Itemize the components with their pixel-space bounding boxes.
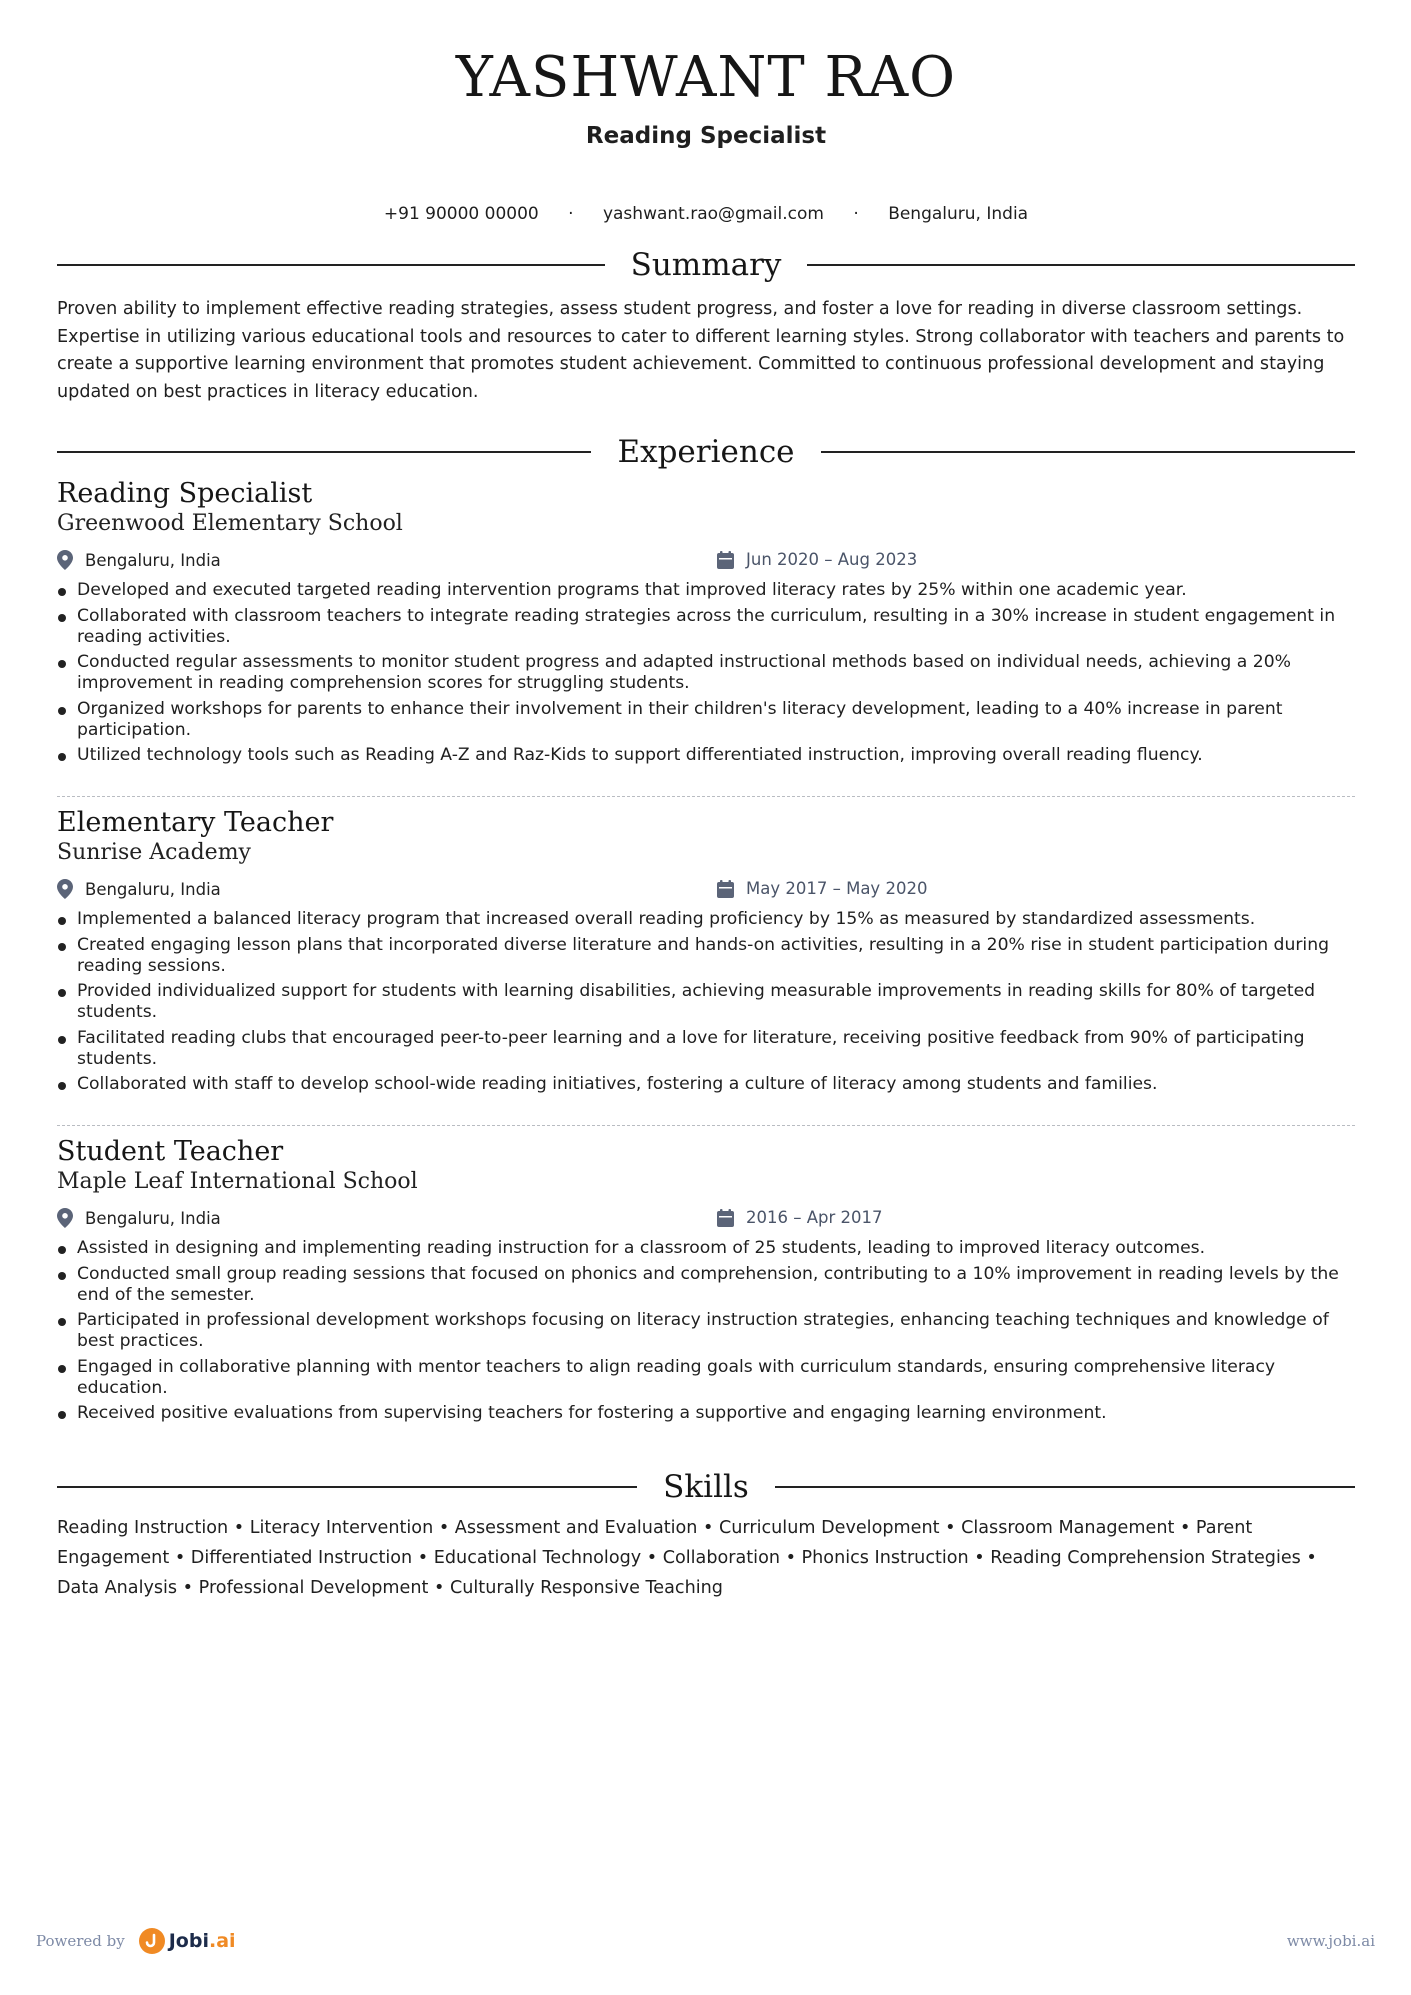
- bullet-item: [57, 1310, 1355, 1352]
- bullet-dot: [58, 1082, 66, 1090]
- powered-by-label: Powered by: [36, 1932, 125, 1950]
- bullet-item: [57, 1238, 1355, 1259]
- bullet-item: [57, 1264, 1355, 1306]
- bullet-text: Developed and executed targeted reading intervention programs that improved literacy rates by 25% within one academic year.: [77, 580, 1187, 600]
- bullet-dot: [58, 917, 66, 925]
- bullet-item: [57, 981, 1355, 1023]
- bullet-text: Engaged in collaborative planning with mentor teachers to align reading goals with curriculum standards, ensuring comprehensive literacy education.: [77, 1356, 1276, 1398]
- bullet-text: Participated in professional development workshops focusing on literacy instruction strategies, enhancing teaching techniques and knowledge of best practices.: [77, 1310, 1329, 1351]
- job-company: Maple Leaf International School: [57, 1169, 418, 1194]
- job-location: [57, 550, 221, 570]
- bullet-item: [57, 935, 1355, 977]
- bullet-text: Facilitated reading clubs that encouraged peer-to-peer learning and a love for literature, receiving positive feedback from 90% of participating students.: [77, 1027, 1305, 1069]
- job-dates-text: May 2017 – May 2020: [746, 879, 928, 898]
- bullet-dot: [58, 614, 66, 622]
- skills-list: Reading Instruction • Literacy Intervention • Assessment and Evaluation • Curriculum Development • Classroom Management • Parent Engagement • Differentiated Instruction • Educational Technology • Collaboration • Phonics Instruction • Reading Comprehension Strategies • Data Analysis • Professional Development • Culturally Responsive Teaching: [57, 1518, 1317, 1598]
- bullet-text: Received positive evaluations from supervising teachers for fostering a supportive and engaging learning environment.: [77, 1403, 1107, 1423]
- bullet-text: Conducted regular assessments to monitor student progress and adapted instructional methods based on individual needs, achieving a 20% improvement in reading comprehension scores for struggling students.: [77, 652, 1291, 693]
- bullet-dot: [58, 1411, 66, 1419]
- jobi-logo-text[interactable]: [169, 1930, 236, 1952]
- section-title: Experience: [617, 434, 795, 470]
- bullet-dot: [58, 707, 66, 715]
- experience-section-header: [57, 430, 1355, 474]
- bullet-dot: [58, 660, 66, 668]
- bullet-dot: [58, 1036, 66, 1044]
- contact-line: [57, 202, 1355, 226]
- calendar-icon: [717, 551, 734, 569]
- bullet-item: [57, 606, 1355, 648]
- footer-branding: [36, 1928, 236, 1954]
- job-meta: [57, 1208, 1355, 1234]
- bullet-item: [57, 652, 1355, 694]
- job-company: Greenwood Elementary School: [57, 511, 403, 536]
- experience-entry: [57, 478, 1355, 771]
- bullet-text: Assisted in designing and implementing reading instruction for a classroom of 25 students, leading to improved literacy outcomes.: [77, 1238, 1206, 1258]
- bullet-item: [57, 1403, 1355, 1424]
- bullet-dot: [58, 588, 66, 596]
- job-bullets: [57, 580, 1355, 766]
- contact-separator: ·: [853, 204, 859, 224]
- job-location: [57, 1208, 221, 1228]
- bullet-dot: [58, 1365, 66, 1373]
- section-rule: [807, 264, 1355, 266]
- bullet-dot: [58, 943, 66, 951]
- job-title: Student Teacher: [57, 1136, 284, 1167]
- job-dates-text: Jun 2020 – Aug 2023: [746, 550, 918, 569]
- section-rule: [821, 451, 1355, 453]
- section-title: Summary: [630, 247, 782, 283]
- candidate-name: YASHWANT RAO: [455, 45, 957, 110]
- bullet-text: Organized workshops for parents to enhance their involvement in their children's literacy development, leading to a 40% increase in parent participation.: [77, 698, 1283, 740]
- job-dates-text: 2016 – Apr 2017: [746, 1208, 883, 1227]
- bullet-dot: [58, 1246, 66, 1254]
- section-rule: [57, 451, 591, 453]
- job-location: [57, 879, 221, 899]
- contact-phone: +91 90000 00000: [383, 204, 539, 224]
- section-rule: [57, 264, 605, 266]
- bullet-text: Conducted small group reading sessions that focused on phonics and comprehension, contributing to a 10% improvement in reading levels by the end of the semester.: [77, 1263, 1339, 1305]
- entry-divider: [57, 1125, 1355, 1126]
- experience-entry: [57, 807, 1355, 1100]
- entry-divider: [57, 796, 1355, 797]
- jobi-logo-icon: [139, 1928, 165, 1954]
- map-pin-icon: [57, 1208, 73, 1228]
- footer-website-link[interactable]: www.jobi.ai: [1286, 1932, 1375, 1950]
- job-bullets: [57, 1238, 1355, 1424]
- section-rule: [775, 1486, 1355, 1488]
- section-title: Skills: [663, 1469, 749, 1505]
- bullet-text: Collaborated with staff to develop school-wide reading initiatives, fostering a culture of literacy among students and families.: [77, 1074, 1158, 1094]
- bullet-text: Provided individualized support for students with learning disabilities, achieving measurable improvements in reading skills for 80% of targeted students.: [77, 981, 1316, 1022]
- summary-section-header: [57, 243, 1355, 287]
- bullet-text: Utilized technology tools such as Reading A-Z and Raz-Kids to support differentiated instruction, improving overall reading fluency.: [77, 745, 1203, 765]
- job-dates: [717, 879, 927, 898]
- job-location-text: Bengaluru, India: [85, 550, 221, 570]
- contact-location: Bengaluru, India: [888, 204, 1029, 224]
- skills-section-header: [57, 1465, 1355, 1509]
- job-title: Elementary Teacher: [57, 807, 334, 838]
- section-rule: [57, 1486, 637, 1488]
- bullet-dot: [58, 753, 66, 761]
- job-meta: [57, 879, 1355, 905]
- brand-name: Jobi: [168, 1930, 209, 1952]
- bullet-item: [57, 745, 1355, 766]
- candidate-role: Reading Specialist: [585, 123, 827, 149]
- map-pin-icon: [57, 879, 73, 899]
- job-company: Sunrise Academy: [57, 840, 251, 865]
- bullet-dot: [58, 1272, 66, 1280]
- contact-separator: ·: [568, 204, 574, 224]
- bullet-dot: [58, 1318, 66, 1326]
- bullet-text: Implemented a balanced literacy program that increased overall reading proficiency by 15% as measured by standardized assessments.: [77, 909, 1256, 929]
- job-location-text: Bengaluru, India: [85, 1208, 221, 1228]
- job-bullets: [57, 909, 1355, 1095]
- bullet-item: [57, 1357, 1355, 1399]
- map-pin-icon: [57, 550, 73, 570]
- calendar-icon: [717, 880, 734, 898]
- bullet-item: [57, 1074, 1355, 1095]
- summary-text: Proven ability to implement effective reading strategies, assess student progress, and foster a love for reading in diverse classroom settings. Expertise in utilizing various educational tools and resources to cater to different learning styles. Strong collaborator with teachers and parents to create a supportive learning environment that promotes student achievement. Committed to continuous professional development and staying updated on best practices in literacy education.: [57, 299, 1345, 402]
- bullet-item: [57, 909, 1355, 930]
- job-title: Reading Specialist: [57, 478, 313, 509]
- job-dates: [717, 550, 917, 569]
- job-dates: [717, 1208, 883, 1227]
- job-location-text: Bengaluru, India: [85, 879, 221, 899]
- bullet-text: Collaborated with classroom teachers to integrate reading strategies across the curriculum, resulting in a 30% increase in student engagement in reading activities.: [77, 605, 1336, 647]
- contact-email: yashwant.rao@gmail.com: [602, 204, 824, 224]
- experience-entry: [57, 1136, 1355, 1429]
- calendar-icon: [717, 1209, 734, 1227]
- bullet-dot: [58, 989, 66, 997]
- brand-suffix: .ai: [208, 1930, 236, 1952]
- bullet-item: [57, 1028, 1355, 1070]
- bullet-item: [57, 580, 1355, 601]
- bullet-item: [57, 699, 1355, 741]
- job-meta: [57, 550, 1355, 576]
- bullet-text: Created engaging lesson plans that incorporated diverse literature and hands-on activities, resulting in a 20% rise in student participation during reading sessions.: [77, 934, 1330, 976]
